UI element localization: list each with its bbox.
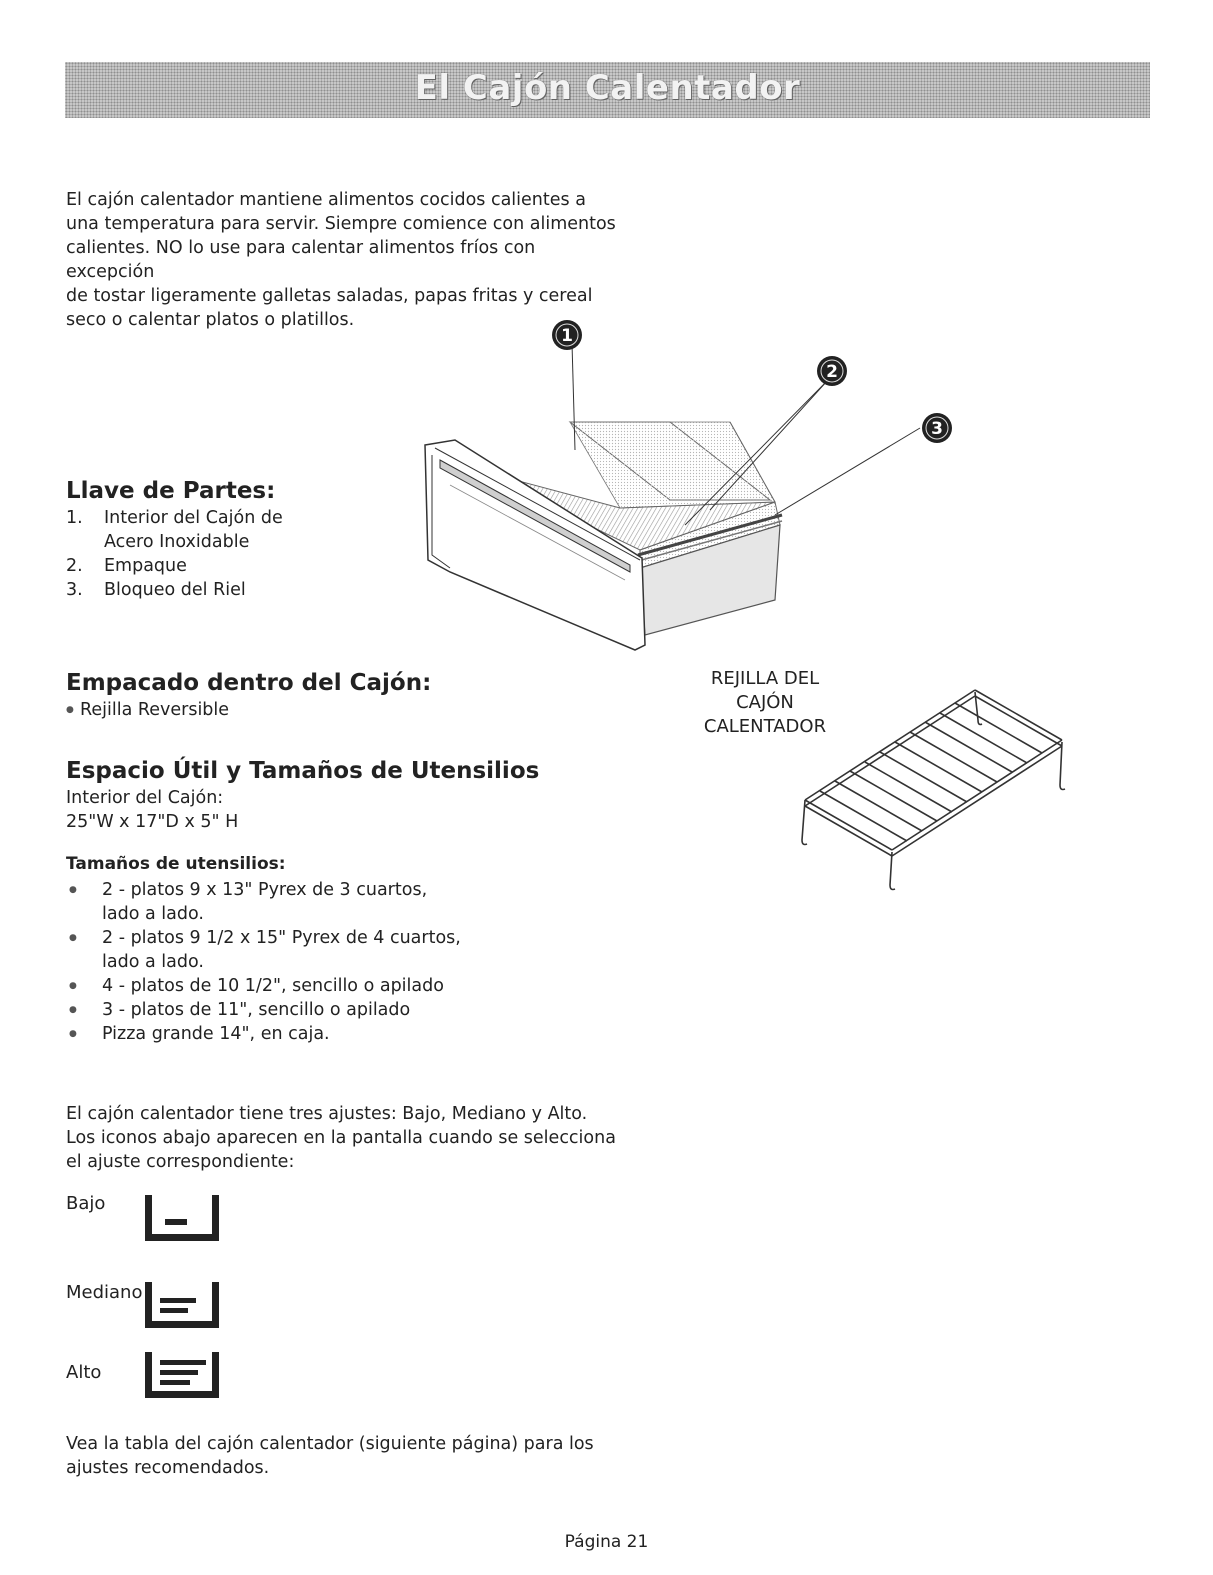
item-number: 1. — [66, 508, 83, 528]
space-dimensions — [66, 786, 466, 834]
list-item — [66, 506, 366, 554]
item-text: ● 2 - platos 9 x 13" Pyrex de 3 cuartos, — [102, 880, 428, 900]
item-text: Interior del Cajón de — [104, 508, 283, 528]
text-line: Vea la tabla del cajón calentador (siguiente página) para los — [66, 1434, 594, 1454]
utensils-list — [66, 878, 586, 1046]
setting-label-medium: Mediano — [66, 1282, 143, 1303]
text-line: el ajuste correspondiente: — [66, 1152, 295, 1172]
item-text: lado a lado. — [102, 904, 204, 924]
intro-line: El cajón calentador mantiene alimentos cocidos calientes a — [66, 190, 586, 210]
text-line: El cajón calentador tiene tres ajustes: Bajo, Mediano y Alto. — [66, 1104, 588, 1124]
list-item — [66, 1022, 586, 1046]
setting-label-low: Bajo — [66, 1193, 106, 1214]
packed-heading: Empacado dentro del Cajón: — [66, 670, 432, 696]
packed-list — [66, 698, 466, 722]
list-item — [66, 926, 586, 974]
caption-line: CALENTADOR — [703, 716, 827, 737]
item-text: ● 4 - platos de 10 1/2", sencillo o apilado — [102, 976, 444, 996]
item-text: ● 3 - platos de 11", sencillo o apilado — [102, 1000, 411, 1020]
list-item — [66, 878, 586, 926]
reversible-rack-illustration — [790, 680, 1080, 895]
caption-line: REJILLA DEL — [710, 668, 820, 689]
callout-badge-3 — [922, 413, 952, 443]
callout-number: 2 — [826, 362, 838, 382]
warming-low-icon — [145, 1195, 219, 1241]
item-number: 2. — [66, 556, 83, 576]
page-number: Página 21 — [564, 1532, 649, 1552]
text-line: ajustes recomendados. — [66, 1458, 270, 1478]
item-text: Bloqueo del Riel — [104, 580, 246, 600]
list-item — [66, 998, 586, 1022]
caption-line: CAJÓN — [736, 692, 794, 713]
warming-medium-icon — [145, 1282, 219, 1328]
page-title: El Cajón Calentador — [414, 68, 801, 108]
item-number: 3. — [66, 580, 83, 600]
callout-number: 3 — [931, 419, 943, 439]
item-text: lado a lado. — [102, 952, 204, 972]
settings-intro — [66, 1102, 626, 1174]
callout-leader — [775, 428, 920, 515]
parts-key-list — [66, 506, 366, 602]
callout-number: 1 — [561, 326, 573, 346]
item-text: Acero Inoxidable — [104, 532, 250, 552]
item-text: ● 2 - platos 9 1/2 x 15" Pyrex de 4 cuartos, — [102, 928, 461, 948]
intro-line: de tostar ligeramente galletas saladas, papas fritas y cereal — [66, 286, 593, 306]
setting-label-high: Alto — [66, 1362, 102, 1383]
text-line: Interior del Cajón: — [66, 788, 224, 808]
intro-line: una temperatura para servir. Siempre comience con alimentos — [66, 214, 616, 234]
callout-badge-1 — [552, 320, 582, 350]
warming-drawer-illustration — [410, 310, 970, 655]
callout-leader — [572, 343, 575, 450]
text-line: Los iconos abajo aparecen en la pantalla cuando se selecciona — [66, 1128, 616, 1148]
item-text: ● Pizza grande 14", en caja. — [102, 1024, 330, 1044]
list-item — [66, 578, 366, 602]
text-line: 25"W x 17"D x 5" H — [66, 812, 239, 832]
intro-line: seco o calentar platos o platillos. — [66, 310, 355, 330]
warming-high-icon — [145, 1352, 219, 1398]
intro-line: calientes. NO lo use para calentar alimentos fríos con excepción — [66, 238, 536, 282]
parts-key-heading: Llave de Partes: — [66, 478, 276, 504]
space-heading: Espacio Útil y Tamaños de Utensilios — [66, 758, 540, 784]
list-item — [66, 554, 366, 578]
header-banner — [65, 62, 1150, 118]
item-text: Empaque — [104, 556, 187, 576]
callout-badge-2 — [817, 356, 847, 386]
closing-paragraph — [66, 1432, 626, 1480]
list-item: ● Rejilla Reversible — [66, 698, 466, 722]
list-item — [66, 974, 586, 998]
utensils-heading: Tamaños de utensilios: — [66, 854, 286, 874]
